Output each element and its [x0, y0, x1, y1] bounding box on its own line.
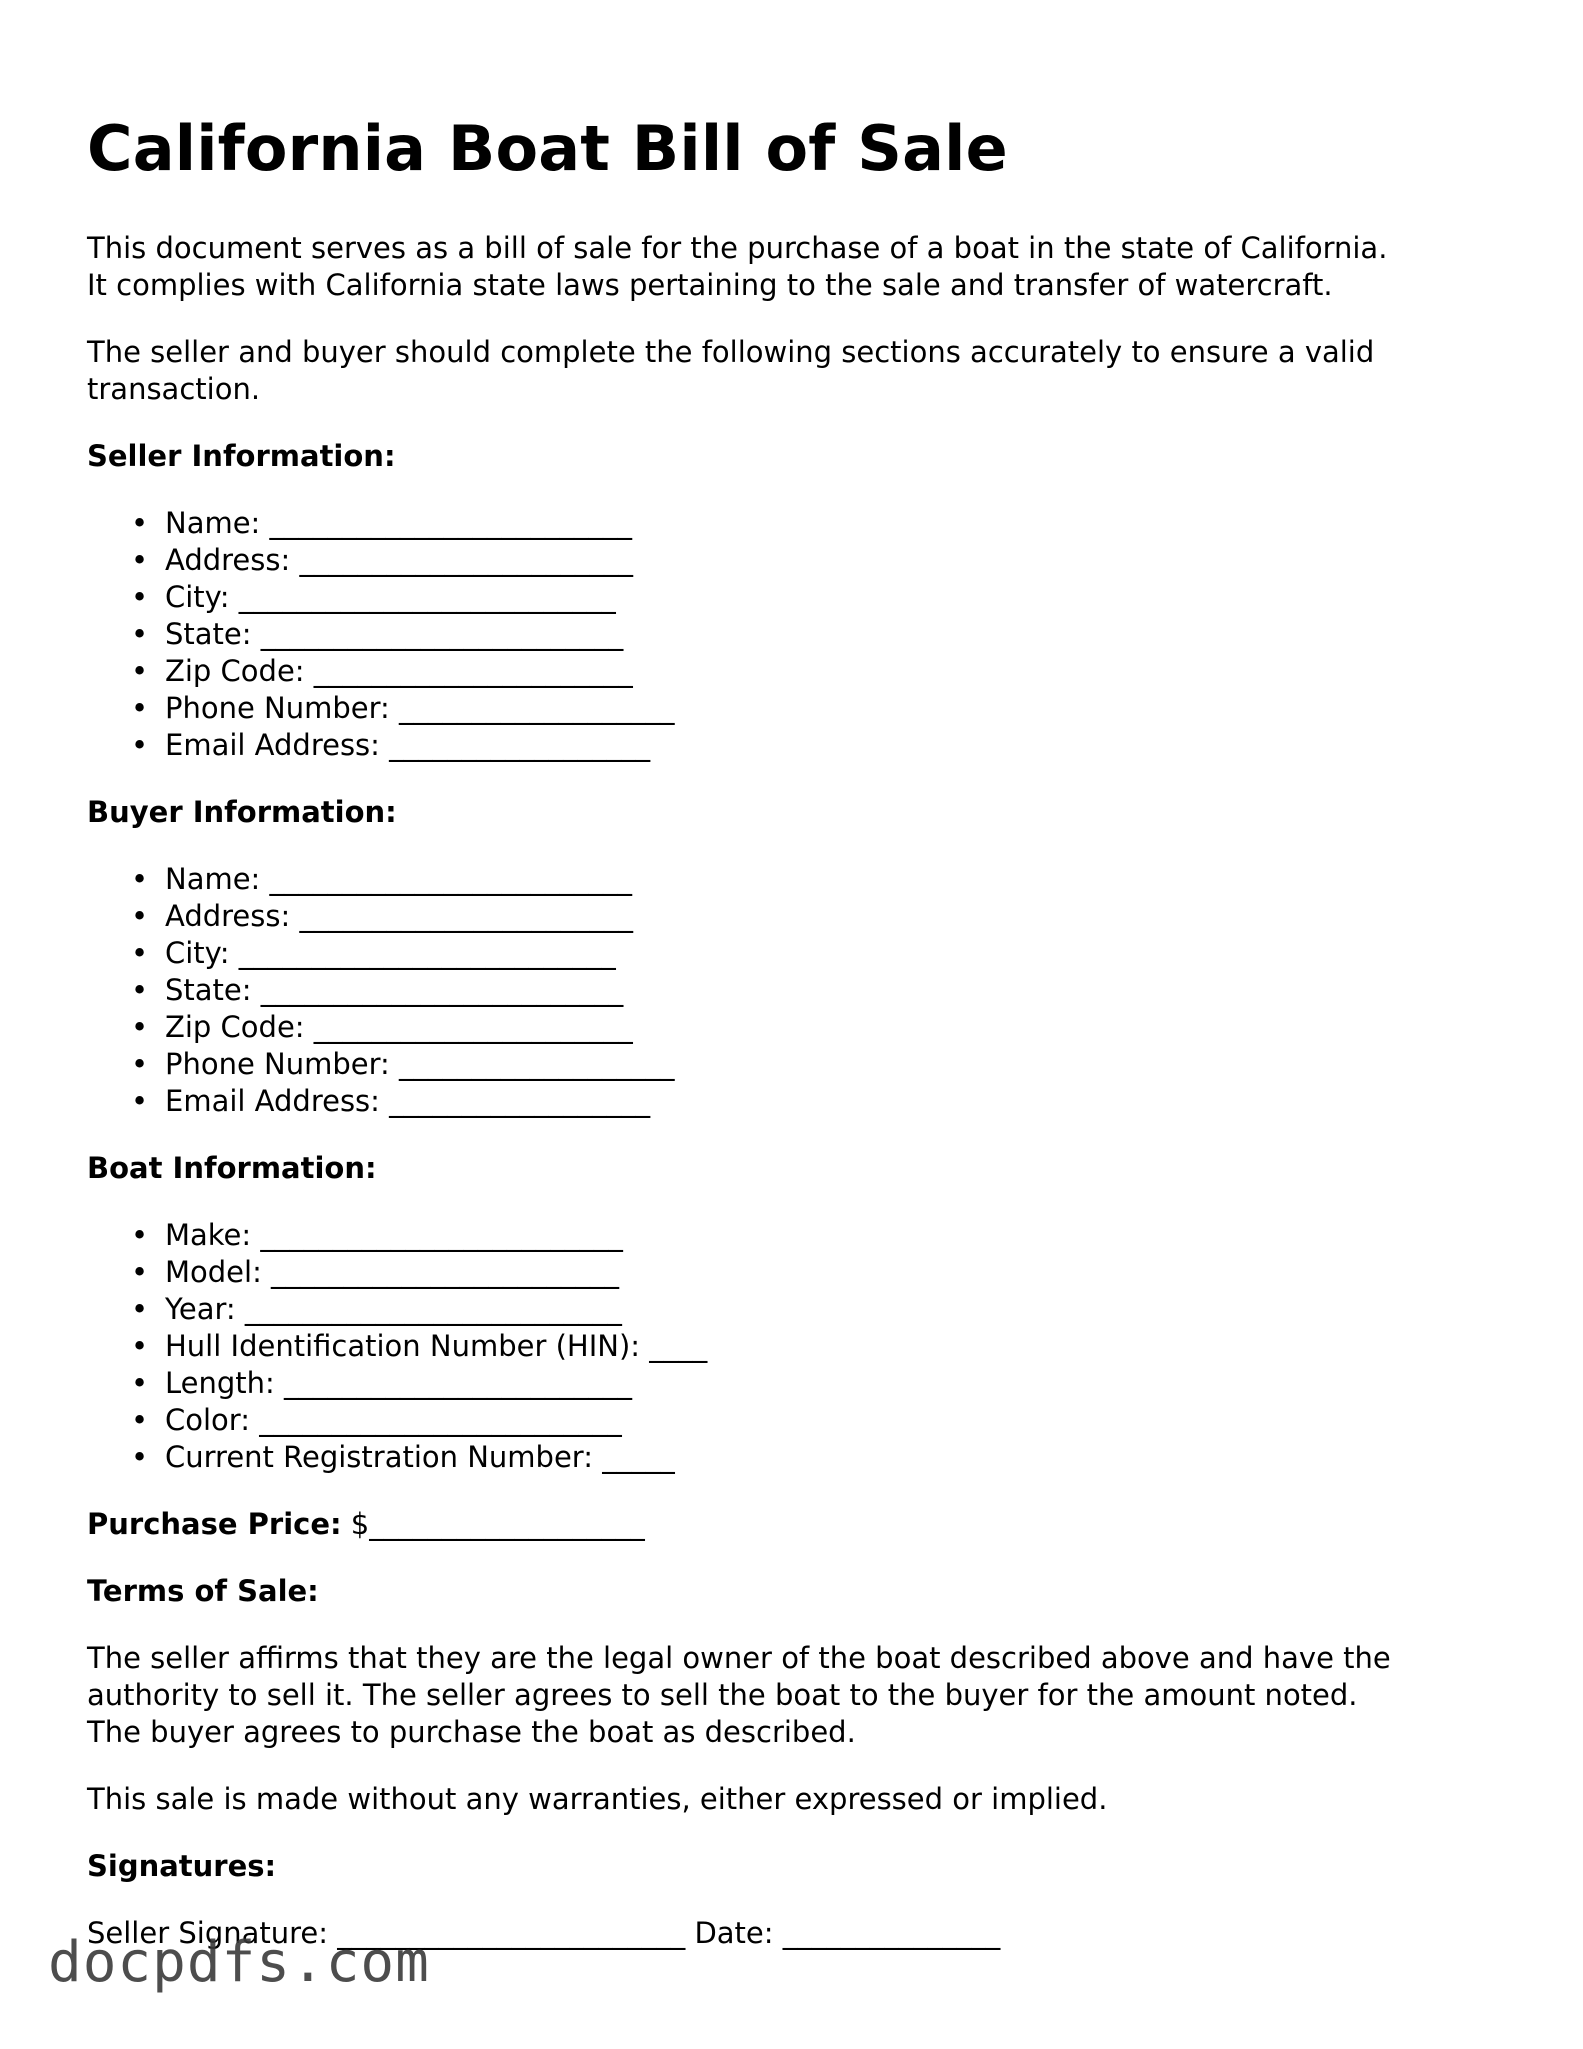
seller-address-field[interactable] — [87, 542, 1507, 579]
field-label: Current Registration Number: _____ — [165, 1440, 675, 1474]
document-page — [87, 100, 1507, 1952]
bullet-icon: • — [131, 543, 149, 577]
seller-email-field[interactable] — [87, 727, 1507, 764]
field-label: Zip Code: ______________________ — [165, 654, 633, 688]
boat-hin-field[interactable] — [87, 1328, 1507, 1365]
field-label: Make: _________________________ — [165, 1218, 623, 1252]
field-label: Length: ________________________ — [165, 1366, 633, 1400]
bullet-icon: • — [131, 728, 149, 762]
seller-section-heading: Seller Information: — [87, 439, 396, 473]
field-label: Phone Number: ___________________ — [165, 691, 675, 725]
buyer-email-field[interactable] — [87, 1083, 1507, 1120]
bullet-icon: • — [131, 899, 149, 933]
field-label: State: _________________________ — [165, 617, 624, 651]
intro-line: The seller and buyer should complete the following sections accurately to ensure a valid — [87, 335, 1375, 369]
field-label: Email Address: __________________ — [165, 728, 651, 762]
buyer-phone-field[interactable] — [87, 1046, 1507, 1083]
boat-model-field[interactable] — [87, 1254, 1507, 1291]
terms-line: The seller affirms that they are the legal owner of the boat described above and have the — [87, 1641, 1391, 1675]
buyer-section-heading: Buyer Information: — [87, 795, 397, 829]
seller-field-list — [87, 505, 1507, 764]
bullet-icon: • — [131, 936, 149, 970]
field-label: Address: _______________________ — [165, 543, 633, 577]
intro-line: It complies with California state laws pertaining to the sale and transfer of watercraft. — [87, 268, 1333, 302]
boat-registration-field[interactable] — [87, 1439, 1507, 1476]
purchase-price-field[interactable] — [87, 1506, 1507, 1543]
terms-paragraph-1 — [87, 1640, 1507, 1751]
field-label: Name: _________________________ — [165, 506, 633, 540]
buyer-name-field[interactable] — [87, 861, 1507, 898]
field-label: State: _________________________ — [165, 973, 624, 1007]
bullet-icon: • — [131, 973, 149, 1007]
intro-paragraph-1 — [87, 230, 1507, 304]
bullet-icon: • — [131, 1403, 149, 1437]
terms-paragraph-2 — [87, 1781, 1507, 1818]
buyer-zip-field[interactable] — [87, 1009, 1507, 1046]
field-label: Phone Number: ___________________ — [165, 1047, 675, 1081]
purchase-price-blank: $___________________ — [341, 1507, 645, 1541]
buyer-state-field[interactable] — [87, 972, 1507, 1009]
boat-year-field[interactable] — [87, 1291, 1507, 1328]
seller-name-field[interactable] — [87, 505, 1507, 542]
document-title: California Boat Bill of Sale — [87, 112, 1008, 185]
intro-line: transaction. — [87, 372, 261, 406]
bullet-icon: • — [131, 1047, 149, 1081]
bullet-icon: • — [131, 1366, 149, 1400]
terms-line: authority to sell it. The seller agrees to sell the boat to the buyer for the amount noted. — [87, 1678, 1358, 1712]
terms-line: The buyer agrees to purchase the boat as described. — [87, 1715, 856, 1749]
field-label: City: __________________________ — [165, 936, 616, 970]
seller-signature-field[interactable]: Seller Signature: ________________________ Date: _______________ — [87, 1916, 1001, 1950]
bullet-icon: • — [131, 617, 149, 651]
field-label: City: __________________________ — [165, 580, 616, 614]
seller-city-field[interactable] — [87, 579, 1507, 616]
bullet-icon: • — [131, 506, 149, 540]
seller-zip-field[interactable] — [87, 653, 1507, 690]
bullet-icon: • — [131, 580, 149, 614]
seller-state-field[interactable] — [87, 616, 1507, 653]
field-label: Model: ________________________ — [165, 1255, 620, 1289]
buyer-city-field[interactable] — [87, 935, 1507, 972]
boat-color-field[interactable] — [87, 1402, 1507, 1439]
field-label: Hull Identification Number (HIN): ____ — [165, 1329, 708, 1363]
intro-line: This document serves as a bill of sale for the purchase of a boat in the state of California. — [87, 231, 1388, 265]
field-label: Name: _________________________ — [165, 862, 633, 896]
bullet-icon: • — [131, 1440, 149, 1474]
intro-paragraph-2 — [87, 334, 1507, 408]
bullet-icon: • — [131, 1255, 149, 1289]
signatures-section-heading: Signatures: — [87, 1849, 277, 1883]
boat-make-field[interactable] — [87, 1217, 1507, 1254]
bullet-icon: • — [131, 1292, 149, 1326]
boat-field-list — [87, 1217, 1507, 1476]
field-label: Email Address: __________________ — [165, 1084, 651, 1118]
terms-line: This sale is made without any warranties, either expressed or implied. — [87, 1782, 1108, 1816]
boat-length-field[interactable] — [87, 1365, 1507, 1402]
bullet-icon: • — [131, 691, 149, 725]
purchase-price-label: Purchase Price: — [87, 1507, 342, 1541]
boat-section-heading: Boat Information: — [87, 1151, 377, 1185]
field-label: Color: _________________________ — [165, 1403, 622, 1437]
bullet-icon: • — [131, 1218, 149, 1252]
bullet-icon: • — [131, 862, 149, 896]
buyer-field-list — [87, 861, 1507, 1120]
field-label: Year: __________________________ — [165, 1292, 622, 1326]
field-label: Address: _______________________ — [165, 899, 633, 933]
bullet-icon: • — [131, 1084, 149, 1118]
seller-phone-field[interactable] — [87, 690, 1507, 727]
bullet-icon: • — [131, 1329, 149, 1363]
terms-section-heading: Terms of Sale: — [87, 1574, 319, 1608]
field-label: Zip Code: ______________________ — [165, 1010, 633, 1044]
site-watermark: docpdfs.com — [48, 1930, 430, 1995]
buyer-address-field[interactable] — [87, 898, 1507, 935]
bullet-icon: • — [131, 654, 149, 688]
bullet-icon: • — [131, 1010, 149, 1044]
